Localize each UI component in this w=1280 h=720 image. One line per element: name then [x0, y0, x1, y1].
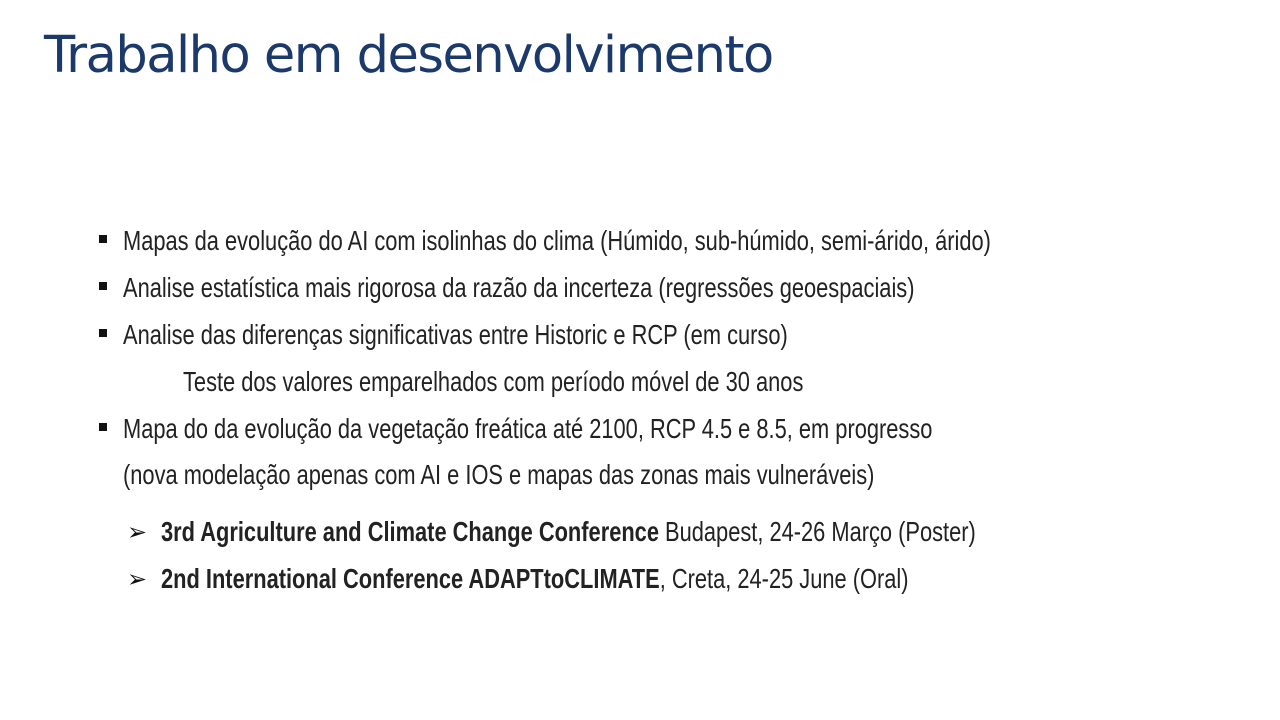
- square-bullet-icon: [99, 282, 107, 290]
- page-title: Trabalho em desenvolvimento: [44, 26, 773, 85]
- conference-item-1: [161, 515, 976, 549]
- conference-name: 3rd Agriculture and Climate Change Conference: [161, 516, 659, 547]
- conference-name: 2nd International Conference ADAPTtoCLIMATE: [161, 563, 660, 594]
- arrow-bullet-icon: ➢: [127, 565, 148, 593]
- conference-detail: , Creta, 24-25 June (Oral): [659, 563, 909, 594]
- square-bullet-icon: [99, 423, 107, 431]
- bullet-item-2: Analise estatística mais rigorosa da razão da incerteza (regressões geoespaciais): [123, 272, 915, 303]
- bullet-item-4: Mapa do da evolução da vegetação freática até 2100, RCP 4.5 e 8.5, em progresso: [123, 413, 933, 444]
- indented-line: Teste dos valores emparelhados com período móvel de 30 anos: [183, 366, 804, 397]
- square-bullet-icon: [99, 329, 107, 337]
- bullet-item-1: Mapas da evolução do AI com isolinhas do clima (Húmido, sub-húmido, semi-árido, árido): [123, 225, 991, 256]
- continuation-line: (nova modelação apenas com AI e IOS e mapas das zonas mais vulneráveis): [123, 459, 875, 490]
- square-bullet-icon: [99, 235, 107, 243]
- conference-detail: Budapest, 24-26 Março (Poster): [658, 516, 976, 547]
- arrow-bullet-icon: ➢: [127, 518, 148, 546]
- bullet-item-3: Analise das diferenças significativas entre Historic e RCP (em curso): [123, 319, 788, 350]
- conference-item-2: [161, 562, 909, 596]
